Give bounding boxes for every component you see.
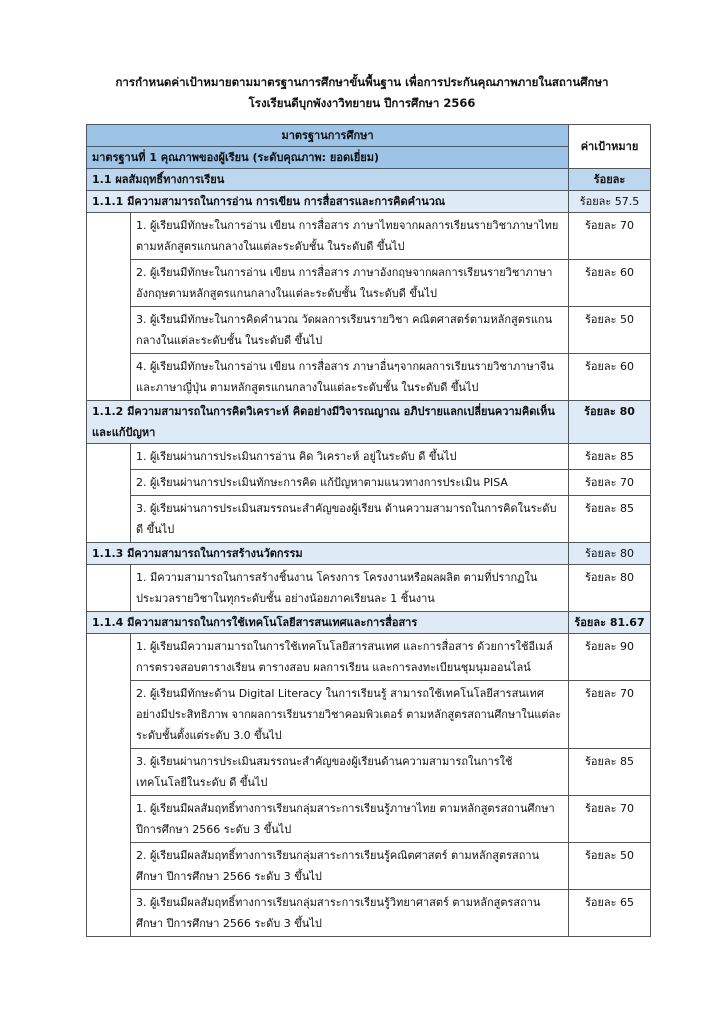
indicator-item-row <box>87 890 651 937</box>
standard-1-label: มาตรฐานที่ 1 คุณภาพของผู้เรียน (ระดับคุณภาพ: ยอดเยี่ยม) <box>87 147 569 169</box>
indicator-group-target: ร้อยละ 57.5 <box>569 191 651 213</box>
indicator-group-label: 1.1.2 มีความสามารถในการคิดวิเคราะห์ คิดอย่างมีวิจารณญาณ อภิปรายแลกเปลี่ยนความคิดเห็นและแก้ปัญหา <box>87 401 569 444</box>
indent-cell <box>87 843 131 890</box>
indicator-item-text: 3. ผู้เรียนผ่านการประเมินสมรรถนะสำคัญของผู้เรียน ด้านความสามารถในการคิดในระดับ ดี ขึ้นไป <box>131 496 569 543</box>
section-target: ร้อยละ <box>569 169 651 191</box>
indent-cell <box>87 470 131 496</box>
indent-cell <box>87 565 131 612</box>
indicator-item-text: 4. ผู้เรียนมีทักษะในการอ่าน เขียน การสื่อสาร ภาษาอื่นๆจากผลการเรียนรายวิชาภาษาจีนและภาษาญี่ปุ่น ตามหลักสูตรแกนกลางในแต่ละระดับชั้น ในระดับดี ขึ้นไป <box>131 354 569 401</box>
indicator-group-row <box>87 401 651 444</box>
indent-cell <box>87 260 131 307</box>
section-row <box>87 169 651 191</box>
indicator-item-row <box>87 354 651 401</box>
indicator-group-row <box>87 612 651 634</box>
indicator-group-label: 1.1.4 มีความสามารถในการใช้เทคโนโลยีสารสนเทศและการสื่อสาร <box>87 612 569 634</box>
indicator-group-label: 1.1.1 มีความสามารถในการอ่าน การเขียน การสื่อสารและการคิดคำนวณ <box>87 191 569 213</box>
indicator-item-row <box>87 796 651 843</box>
indent-cell <box>87 354 131 401</box>
indicator-item-target: ร้อยละ 90 <box>569 634 651 681</box>
indicator-item-row <box>87 681 651 749</box>
indicator-item-row <box>87 307 651 354</box>
document-title-line-2: โรงเรียนดีบุกพังงาวิทยายน ปีการศึกษา 2566 <box>248 96 476 110</box>
indicator-group-target: ร้อยละ 80 <box>569 401 651 444</box>
indent-cell <box>87 681 131 749</box>
indicator-item-target: ร้อยละ 70 <box>569 213 651 260</box>
indicator-item-target: ร้อยละ 60 <box>569 260 651 307</box>
indicator-item-target: ร้อยละ 70 <box>569 470 651 496</box>
indicator-item-text: 3. ผู้เรียนผ่านการประเมินสมรรถนะสำคัญของผู้เรียนด้านความสามารถในการใช้เทคโนโลยีในระดับ ดี ขึ้นไป <box>131 749 569 796</box>
indent-cell <box>87 496 131 543</box>
indicator-item-target: ร้อยละ 50 <box>569 307 651 354</box>
indicator-group-row <box>87 543 651 565</box>
indicator-item-text: 2. ผู้เรียนผ่านการประเมินทักษะการคิด แก้ปัญหาตามแนวทางการประเมิน PISA <box>131 470 569 496</box>
indicator-item-text: 1. ผู้เรียนมีผลสัมฤทธิ์ทางการเรียนกลุ่มสาระการเรียนรู้ภาษาไทย ตามหลักสูตรสถานศึกษา ปีการศึกษา 2566 ระดับ 3 ขึ้นไป <box>131 796 569 843</box>
indicator-item-target: ร้อยละ 70 <box>569 796 651 843</box>
indicator-group-target: ร้อยละ 80 <box>569 543 651 565</box>
indicator-item-target: ร้อยละ 85 <box>569 496 651 543</box>
indicator-item-target: ร้อยละ 85 <box>569 749 651 796</box>
section-label: 1.1 ผลสัมฤทธิ์ทางการเรียน <box>87 169 569 191</box>
indent-cell <box>87 634 131 681</box>
indicator-item-row <box>87 260 651 307</box>
indicator-item-text: 1. ผู้เรียนมีทักษะในการอ่าน เขียน การสื่อสาร ภาษาไทยจากผลการเรียนรายวิชาภาษาไทยตามหลักสูตรแกนกลางในแต่ละระดับชั้น ในระดับดี ขึ้นไป <box>131 213 569 260</box>
indicator-item-target: ร้อยละ 80 <box>569 565 651 612</box>
indicator-item-row <box>87 444 651 470</box>
indent-cell <box>87 749 131 796</box>
indicator-item-text: 1. ผู้เรียนมีความสามารถในการใช้เทคโนโลยีสารสนเทศ และการสื่อสาร ด้วยการใช้อีเมล์ การตรวจสอบตารางเรียน ตารางสอบ ผลการเรียน และการลงทะเบียนชุมนุมออนไลน์ <box>131 634 569 681</box>
indent-cell <box>87 890 131 937</box>
header-standards-label: มาตรฐานการศึกษา <box>87 125 569 147</box>
standard-row <box>87 147 651 169</box>
indicator-item-target: ร้อยละ 50 <box>569 843 651 890</box>
indicator-item-row <box>87 470 651 496</box>
indicator-item-row <box>87 749 651 796</box>
indicator-item-text: 3. ผู้เรียนมีทักษะในการคิดคำนวณ วัดผลการเรียนรายวิชา คณิตศาสตร์ตามหลักสูตรแกนกลางในแต่ละระดับชั้น ในระดับดี ขึ้นไป <box>131 307 569 354</box>
indicator-group-label: 1.1.3 มีความสามารถในการสร้างนวัตกรรม <box>87 543 569 565</box>
indicator-item-target: ร้อยละ 65 <box>569 890 651 937</box>
indicator-group-target: ร้อยละ 81.67 <box>569 612 651 634</box>
indicator-item-target: ร้อยละ 85 <box>569 444 651 470</box>
indicator-item-row <box>87 496 651 543</box>
indicator-item-target: ร้อยละ 70 <box>569 681 651 749</box>
indicator-item-row <box>87 213 651 260</box>
indicator-item-row <box>87 843 651 890</box>
indicator-item-text: 1. ผู้เรียนผ่านการประเมินการอ่าน คิด วิเคราะห์ อยู่ในระดับ ดี ขึ้นไป <box>131 444 569 470</box>
document-title-line-1: การกำหนดค่าเป้าหมายตามมาตรฐานการศึกษาขั้นพื้นฐาน เพื่อการประกันคุณภาพภายในสถานศึกษา <box>115 75 609 89</box>
header-row <box>87 125 651 147</box>
indicator-item-text: 2. ผู้เรียนมีทักษะในการอ่าน เขียน การสื่อสาร ภาษาอังกฤษจากผลการเรียนรายวิชาภาษาอังกฤษตามหลักสูตรแกนกลางในแต่ละระดับชั้น ในระดับดี ขึ้นไป <box>131 260 569 307</box>
indent-cell <box>87 444 131 470</box>
indicator-group-row <box>87 191 651 213</box>
indicator-item-text: 3. ผู้เรียนมีผลสัมฤทธิ์ทางการเรียนกลุ่มสาระการเรียนรู้วิทยาศาสตร์ ตามหลักสูตรสถานศึกษา ปีการศึกษา 2566 ระดับ 3 ขึ้นไป <box>131 890 569 937</box>
indicator-item-target: ร้อยละ 60 <box>569 354 651 401</box>
indent-cell <box>87 796 131 843</box>
indicator-item-row <box>87 565 651 612</box>
indicator-item-row <box>87 634 651 681</box>
header-target-label: ค่าเป้าหมาย <box>569 125 651 169</box>
indicator-item-text: 1. มีความสามารถในการสร้างชิ้นงาน โครงการ โครงงานหรือผลผลิต ตามที่ปรากฏในประมวลรายวิชาในทุกระดับชั้น อย่างน้อยภาคเรียนละ 1 ชิ้นงาน <box>131 565 569 612</box>
indicator-item-text: 2. ผู้เรียนมีผลสัมฤทธิ์ทางการเรียนกลุ่มสาระการเรียนรู้คณิตศาสตร์ ตามหลักสูตรสถานศึกษา ปีการศึกษา 2566 ระดับ 3 ขึ้นไป <box>131 843 569 890</box>
standards-table <box>86 124 651 937</box>
indicator-item-text: 2. ผู้เรียนมีทักษะด้าน Digital Literacy ในการเรียนรู้ สามารถใช้เทคโนโลยีสารสนเทศอย่างมีประสิทธิภาพ จากผลการเรียนรายวิชาคอมพิวเตอร์ ตามหลักสูตรสถานศึกษาในแต่ละระดับชั้นตั้งแต่ระดับ 3.0 ขึ้นไป <box>131 681 569 749</box>
indent-cell <box>87 307 131 354</box>
indent-cell <box>87 213 131 260</box>
